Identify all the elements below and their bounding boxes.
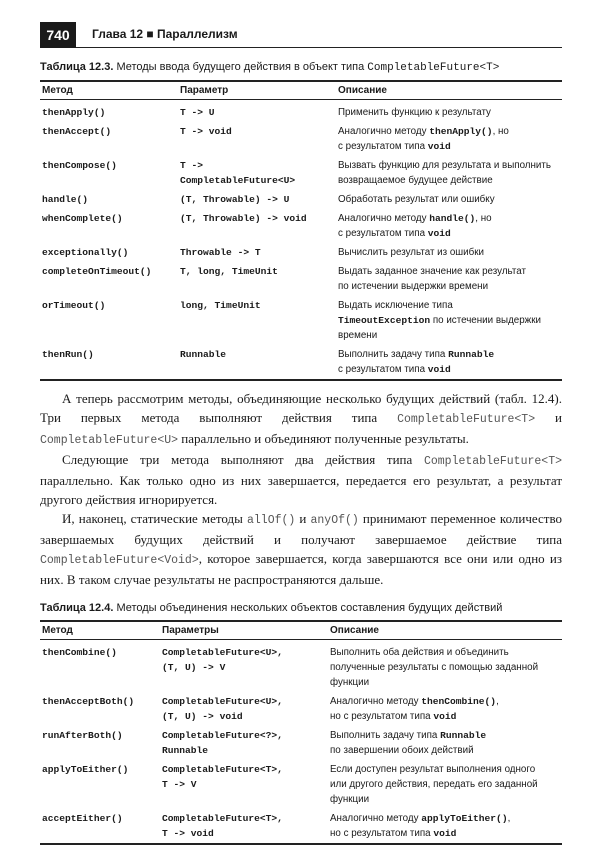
table-row: [40, 122, 562, 156]
column-header: Параметр: [180, 85, 229, 96]
text-run: возвращаемое будущее действие: [338, 175, 493, 186]
text-run: функции: [330, 677, 370, 688]
description-cell: [336, 192, 562, 207]
inline-code: anyOf(): [310, 514, 359, 527]
parameter-cell: CompletableFuture<U>, (T, U) -> V: [162, 647, 283, 673]
table-row: [40, 760, 562, 809]
column-header: Параметры: [162, 625, 219, 636]
table-row: [40, 345, 562, 379]
description-cell: [336, 264, 562, 294]
text-run: Если доступен результат выполнения одного: [330, 764, 536, 775]
text-run: Аналогично методу: [338, 126, 430, 137]
table-row: [40, 640, 562, 692]
inline-code: thenCombine(): [421, 696, 497, 707]
text-run: принимают переменное количество завершаемых будущих действий и получают завершаемое действие типа: [40, 511, 562, 547]
table-row: [40, 156, 562, 190]
text-run: по истечении выдержки времени: [338, 281, 489, 292]
description-cell: [336, 124, 562, 154]
paragraph: [40, 389, 562, 450]
caption-text: Методы ввода будущего действия в объект типа: [116, 61, 368, 73]
table-row: [40, 809, 562, 843]
text-run: или другого действия, передать его заданной: [330, 779, 538, 790]
inline-code: CompletableFuture<T>: [423, 455, 562, 468]
parameter-cell: Runnable: [180, 349, 227, 360]
text-run: но с результатом типа: [330, 711, 434, 722]
method-cell: thenAccept(): [42, 126, 112, 137]
description-cell: [336, 347, 562, 377]
description-cell: [328, 811, 562, 841]
description-cell: [328, 728, 562, 758]
parameter-cell: CompletableFuture<T>, T -> V: [162, 764, 283, 790]
table1-caption: [40, 60, 562, 75]
table-12-4: [40, 620, 562, 845]
inline-code: void: [433, 711, 457, 722]
description-cell: [336, 298, 562, 343]
text-run: ,: [496, 696, 499, 707]
table-row: [40, 726, 562, 760]
column-header: Описание: [338, 85, 387, 96]
method-cell: thenRun(): [42, 349, 94, 360]
description-cell: [336, 245, 562, 260]
parameter-cell: CompletableFuture<T>, T -> void: [162, 813, 283, 839]
text-run: с результатом типа: [338, 228, 428, 239]
inline-code: CompletableFuture<U>: [40, 434, 179, 447]
inline-code: CompletableFuture<T>: [397, 413, 536, 426]
inline-code: Runnable: [440, 730, 487, 741]
page-number: 740: [40, 22, 76, 48]
text-run: с результатом типа: [338, 364, 428, 375]
text-run: , которое завершается, когда завершаются все они или одно из них. В таком случае результаты не распространяются дальше.: [40, 551, 562, 587]
parameter-cell: long, TimeUnit: [180, 300, 261, 311]
parameter-cell: CompletableFuture<?>, Runnable: [162, 730, 283, 756]
parameter-cell: (T, Throwable) -> U: [180, 194, 290, 205]
text-run: и: [295, 511, 311, 526]
text-run: Выдать исключение типа: [338, 300, 453, 311]
paragraph: [40, 509, 562, 589]
inline-code: Runnable: [448, 349, 495, 360]
method-cell: completeOnTimeout(): [42, 266, 152, 277]
method-cell: thenApply(): [42, 107, 106, 118]
table-row: [40, 190, 562, 209]
text-run: Применить функцию к результату: [338, 107, 491, 118]
text-run: функции: [330, 794, 370, 805]
text-run: полученные результаты с помощью заданной: [330, 662, 539, 673]
caption-text: Методы объединения нескольких объектов составления будущих действий: [116, 602, 503, 614]
table-row: [40, 243, 562, 262]
table-header-row: [40, 622, 562, 640]
table-row: [40, 692, 562, 726]
table-row: [40, 100, 562, 122]
text-run: Аналогично методу: [338, 213, 430, 224]
inline-code: void: [427, 364, 451, 375]
inline-code: applyToEither(): [421, 813, 508, 824]
description-cell: [328, 762, 562, 807]
text-run: и: [535, 410, 562, 425]
parameter-cell: Throwable -> T: [180, 247, 261, 258]
text-run: Выполнить оба действия и объединить: [330, 647, 509, 658]
caption-label: Таблица 12.4.: [40, 602, 114, 614]
column-header: Описание: [330, 625, 379, 636]
text-run: Обработать результат или ошибку: [338, 194, 495, 205]
table2-caption: [40, 601, 562, 615]
method-cell: whenComplete(): [42, 213, 123, 224]
method-cell: exceptionally(): [42, 247, 129, 258]
method-cell: acceptEither(): [42, 813, 123, 824]
running-header: [40, 22, 562, 48]
table-header-row: [40, 82, 562, 100]
column-header: Метод: [42, 85, 73, 96]
table-row: [40, 262, 562, 296]
method-cell: runAfterBoth(): [42, 730, 123, 741]
method-cell: handle(): [42, 194, 89, 205]
table-row: [40, 209, 562, 243]
inline-code: allOf(): [247, 514, 296, 527]
parameter-cell: T -> void: [180, 126, 232, 137]
text-run: , но: [492, 126, 509, 137]
method-cell: thenAcceptBoth(): [42, 696, 135, 707]
text-run: А теперь рассмотрим методы, объединяющие несколько будущих действий (табл. 12.4). Три первых метода выполняют действия типа: [40, 391, 562, 425]
text-run: Аналогично методу: [330, 813, 422, 824]
text-run: Аналогично методу: [330, 696, 422, 707]
inline-code: TimeoutException: [338, 315, 431, 326]
text-run: времени: [338, 330, 378, 341]
inline-code: thenApply(): [429, 126, 493, 137]
text-run: по завершении обоих действий: [330, 745, 474, 756]
description-cell: [328, 645, 562, 690]
paragraph: [40, 450, 562, 509]
page-content: [40, 0, 562, 855]
text-run: Вычислить результат из ошибки: [338, 247, 485, 258]
text-run: с результатом типа: [338, 141, 428, 152]
body-text: [40, 389, 562, 589]
caption-label: Таблица 12.3.: [40, 61, 114, 73]
table-12-3: [40, 80, 562, 381]
method-cell: applyToEither(): [42, 764, 129, 775]
parameter-cell: T, long, TimeUnit: [180, 266, 278, 277]
text-run: ,: [507, 813, 511, 824]
inline-code: void: [427, 228, 451, 239]
text-run: Выдать заданное значение как результат: [338, 266, 526, 277]
parameter-cell: T -> U: [180, 107, 215, 118]
text-run: параллельно. Как только одно из них завершается, передается его результат, а результат другого действия игнорируется.: [40, 473, 562, 507]
inline-code: handle(): [429, 213, 476, 224]
text-run: Вызвать функцию для результата и выполнить: [338, 160, 551, 171]
text-run: Выполнить задачу типа: [338, 349, 449, 360]
text-run: параллельно и объединяют полученные результаты.: [178, 431, 469, 446]
inline-code: void: [433, 828, 457, 839]
inline-code: CompletableFuture<Void>: [40, 554, 199, 567]
chapter-title: Глава 12 ■ Параллелизм: [92, 27, 238, 41]
parameter-cell: T -> CompletableFuture<U>: [180, 160, 296, 186]
text-run: по истечении выдержки: [430, 315, 541, 326]
method-cell: orTimeout(): [42, 300, 106, 311]
caption-code: CompletableFuture<T>: [367, 62, 500, 74]
text-run: Выполнить задачу типа: [330, 730, 441, 741]
description-cell: [336, 105, 562, 120]
column-header: Метод: [42, 625, 73, 636]
description-cell: [336, 211, 562, 241]
text-run: , но: [475, 213, 492, 224]
table-row: [40, 296, 562, 345]
description-cell: [336, 158, 562, 188]
parameter-cell: CompletableFuture<U>, (T, U) -> void: [162, 696, 283, 722]
inline-code: void: [427, 141, 451, 152]
text-run: И, наконец, статические методы: [62, 511, 247, 526]
parameter-cell: (T, Throwable) -> void: [180, 213, 307, 224]
description-cell: [328, 694, 562, 724]
text-run: Следующие три метода выполняют два действия типа: [62, 452, 424, 467]
method-cell: thenCombine(): [42, 647, 117, 658]
method-cell: thenCompose(): [42, 160, 117, 171]
text-run: но с результатом типа: [330, 828, 434, 839]
